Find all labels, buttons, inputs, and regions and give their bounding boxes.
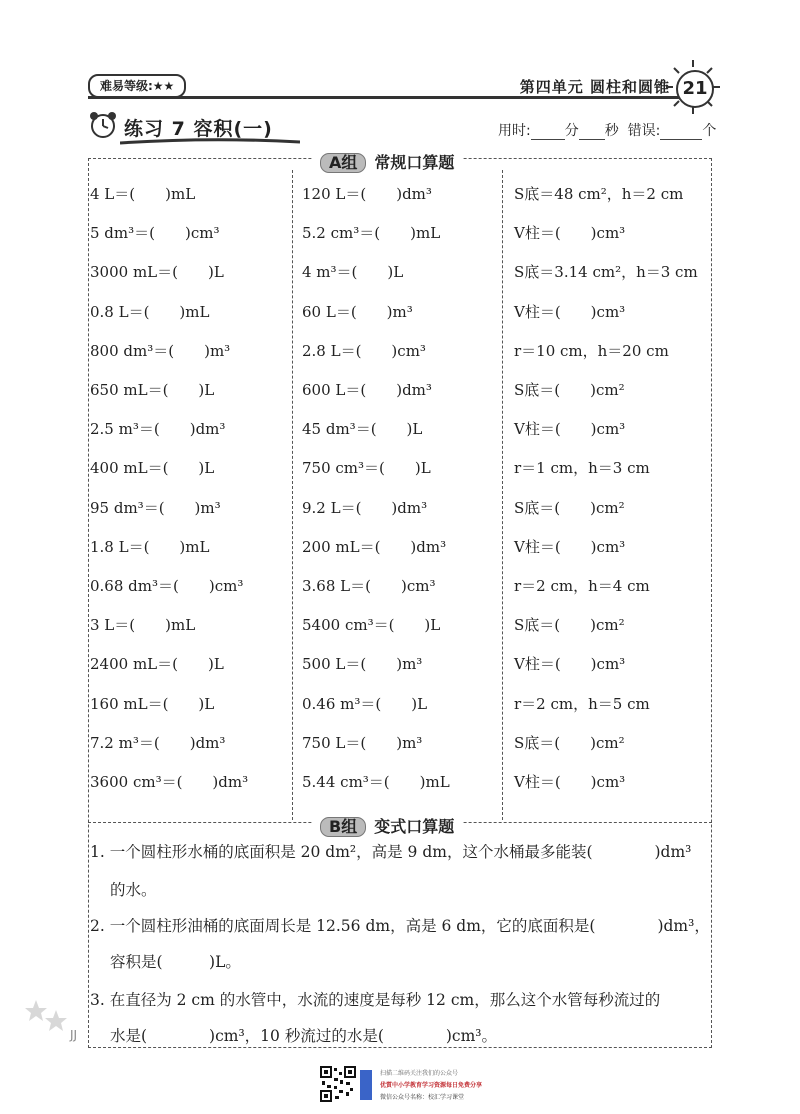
b-q2-line1: 2. 一个圆柱形油桶的底面周长是 12.56 dm，高是 6 dm，它的底面积是( )dm³， [90, 917, 710, 935]
group-a-heading [312, 150, 462, 170]
min-label: 分 [564, 123, 579, 139]
group-a-col3-item: V柱＝( )cm³ [514, 302, 626, 321]
group-a-col2-item: 120 L＝( )dm³ [302, 185, 432, 203]
group-a-col2-item: 45 dm³＝( )L [302, 420, 423, 439]
group-a-col3-item: V柱＝( )cm³ [514, 655, 626, 674]
time-min-blank[interactable] [531, 125, 565, 140]
group-a-col1-item: 1.8 L＝( )mL [90, 537, 210, 556]
group-a-col2-item: 500 L＝( )m³ [302, 655, 423, 674]
group-a-col3-item: r＝10 cm，h＝20 cm [514, 341, 669, 360]
group-a-col1-item: 3000 mL＝( )L [90, 263, 224, 282]
group-a-col3-item: V柱＝( )cm³ [514, 420, 626, 439]
group-a-col2-item: 750 L＝( )m³ [302, 733, 423, 752]
time-sec-blank[interactable] [579, 125, 605, 140]
exercise-title: 练习 7 容积(一) [124, 118, 273, 140]
timing-row [498, 120, 716, 140]
group-a-col2-item: 60 L＝( )m³ [302, 302, 413, 321]
group-a-col1-item: 95 dm³＝( )m³ [90, 498, 221, 517]
b-q1-line2: 的水。 [110, 881, 157, 899]
alarm-clock-icon [88, 110, 118, 140]
group-a-col2-item: 600 L＝( )dm³ [302, 381, 432, 399]
b-q2-line2: 容积是( )L。 [110, 953, 241, 971]
group-a-col1-item: 2.5 m³＝( )dm³ [90, 420, 226, 439]
group-a-col2-item: 5400 cm³＝( )L [302, 616, 441, 635]
column-divider-2 [502, 170, 503, 820]
sec-label: 秒 [604, 123, 619, 139]
group-a-col1-item: 650 mL＝( )L [90, 381, 215, 399]
group-a-col1-item: 4 L＝( )mL [90, 185, 196, 203]
group-a-col2-item: 4 m³＝( )L [302, 263, 404, 282]
b-q1-line1: 1. 一个圆柱形水桶的底面积是 20 dm²，高是 9 dm，这个水桶最多能装( )dm³ [90, 843, 692, 861]
group-a-col3-item: r＝2 cm，h＝4 cm [514, 577, 650, 595]
footer-promo-text: 优質中小学教育学习资源每日免费分享 [380, 1082, 483, 1089]
group-a-col1-item: 160 mL＝( )L [90, 694, 215, 713]
group-a-col1-item: 400 mL＝( )L [90, 459, 215, 478]
group-a-col1-item: 0.68 dm³＝( )cm³ [90, 577, 244, 595]
group-a-col2-item: 5.2 cm³＝( )mL [302, 224, 441, 243]
group-b-badge: B组 [320, 817, 366, 837]
group-a-col3-item: V柱＝( )cm³ [514, 773, 626, 791]
difficulty-badge: 难易等级:★★ [88, 74, 186, 98]
qr-code-icon [320, 1066, 356, 1102]
group-a-col3-item: S底＝( )cm² [514, 733, 625, 752]
group-b-heading [312, 814, 462, 834]
group-a-col2-item: 9.2 L＝( )dm³ [302, 498, 428, 517]
corner-mark: JJ [70, 1028, 78, 1042]
group-a-col2-item: 3.68 L＝( )cm³ [302, 577, 436, 595]
group-a-col2-item: 2.8 L＝( )cm³ [302, 341, 426, 360]
b-q3-line1: 3. 在直径为 2 cm 的水管中，水流的速度是每秒 12 cm，那么这个水管每秒流过的 [90, 991, 661, 1009]
footer-account-text: 微信公众号名称：校汇学习课堂 [380, 1094, 465, 1101]
group-a-col3-item: S底＝( )cm² [514, 498, 625, 517]
errors-blank[interactable] [660, 125, 702, 140]
footer-scan-text: 扫描二维码关注我们的公众号 [380, 1070, 459, 1077]
group-a-col3-item: V柱＝( )cm³ [514, 224, 626, 243]
count-label: 个 [702, 123, 717, 139]
group-a-col2-item: 200 mL＝( )dm³ [302, 537, 447, 556]
group-a-title: 常规口算题 [374, 153, 455, 172]
group-a-col1-item: 3600 cm³＝( )dm³ [90, 773, 249, 791]
group-a-col1-item: 7.2 m³＝( )dm³ [90, 733, 226, 752]
group-b-title: 变式口算题 [374, 817, 455, 836]
group-a-col2-item: 5.44 cm³＝( )mL [302, 773, 450, 791]
group-a-badge: A组 [320, 153, 366, 173]
group-a-col1-item: 5 dm³＝( )cm³ [90, 224, 220, 243]
group-a-col1-item: 0.8 L＝( )mL [90, 302, 210, 321]
group-a-col3-item: r＝2 cm，h＝5 cm [514, 694, 650, 713]
group-a-col1-item: 2400 mL＝( )L [90, 655, 224, 674]
title-underline [120, 138, 300, 146]
page-number: 21 [676, 70, 714, 108]
time-label: 用时: [498, 123, 531, 139]
group-a-col3-item: S底＝( )cm² [514, 616, 625, 635]
group-a-col2-item: 0.46 m³＝( )L [302, 694, 428, 713]
b-q3-line2: 水是( )cm³，10 秒流过的水是( )cm³。 [110, 1027, 498, 1045]
group-a-col3-item: r＝1 cm，h＝3 cm [514, 459, 650, 478]
errors-label: 错误: [627, 123, 661, 139]
brand-strip [360, 1070, 372, 1100]
group-a-col3-item: V柱＝( )cm³ [514, 537, 626, 556]
group-a-col1-item: 3 L＝( )mL [90, 616, 196, 635]
group-a-col3-item: S底＝( )cm² [514, 381, 625, 399]
group-a-col3-item: S底＝3.14 cm²，h＝3 cm [514, 263, 698, 282]
group-a-col2-item: 750 cm³＝( )L [302, 459, 431, 478]
group-a-col1-item: 800 dm³＝( )m³ [90, 341, 231, 360]
stars-decoration-icon [22, 996, 102, 1046]
unit-title: 第四单元 圆柱和圆锥 [519, 78, 670, 96]
group-a-col3-item: S底＝48 cm²，h＝2 cm [514, 185, 684, 203]
column-divider-1 [292, 170, 293, 820]
